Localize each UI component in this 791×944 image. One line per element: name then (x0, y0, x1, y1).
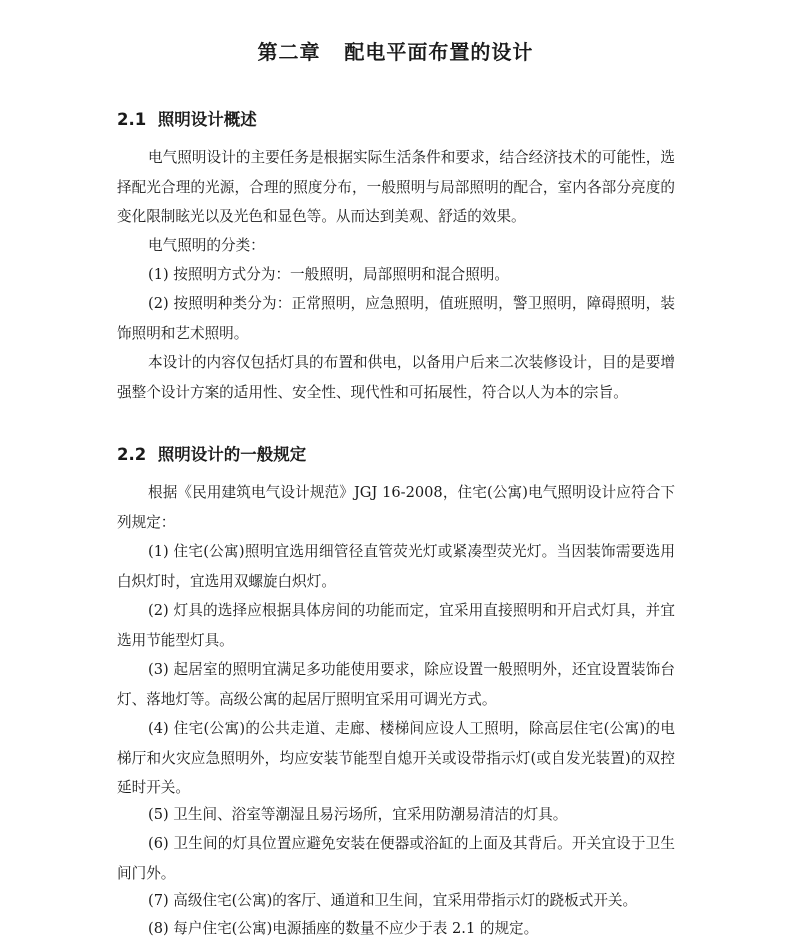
paragraph-rule-5: (5) 卫生间、浴室等潮湿且易污场所，宜采用防潮易清洁的灯具。 (148, 806, 568, 823)
section-heading-2-2: 2.2 照明设计的一般规定 (117, 445, 307, 464)
chapter-title: 第二章 配电平面布置的设计 (257, 40, 534, 64)
paragraph-rule-4: (4) 住宅(公寓)的公共走道、走廊、楼梯间应设人工照明，除高层住宅(公寓)的电梯厅和火灾应急照明外，均应安装节能型自熄开关或设带指示灯(或自发光装置)的双控延时开关。 (117, 720, 675, 796)
section-heading-2-1: 2.1 照明设计概述 (117, 110, 257, 129)
paragraph-classification-2: (2) 按照明种类分为：正常照明，应急照明，值班照明，警卫照明，障碍照明，装饰照明和艺术照明。 (117, 295, 675, 342)
paragraph-rule-1: (1) 住宅(公寓)照明宜选用细管径直管荧光灯或紧凑型荧光灯。当因装饰需要选用白炽灯时，宜选用双螺旋白炽灯。 (117, 543, 675, 590)
paragraph-rule-6: (6) 卫生间的灯具位置应避免安装在便器或浴缸的上面及其背后。开关宜设于卫生间门外。 (117, 835, 675, 882)
paragraph-design-scope: 本设计的内容仅包括灯具的布置和供电，以备用户后来二次装修设计，目的是要增强整个设计方案的适用性、安全性、现代性和可拓展性，符合以人为本的宗旨。 (117, 354, 675, 401)
paragraph-classification-intro: 电气照明的分类： (148, 237, 265, 254)
paragraph-rule-2: (2) 灯具的选择应根据具体房间的功能而定，宜采用直接照明和开启式灯具，并宜选用节能型灯具。 (117, 602, 675, 649)
paragraph-rule-8: (8) 每户住宅(公寓)电源插座的数量不应少于表 2.1 的规定。 (148, 920, 539, 937)
paragraph-overview: 电气照明设计的主要任务是根据实际生活条件和要求，结合经济技术的可能性，选择配光合理的光源，合理的照度分布，一般照明与局部照明的配合，室内各部分亮度的变化限制眩光以及光色和显色等。从而达到美观、舒适的效果。 (117, 149, 675, 225)
paragraph-rule-3: (3) 起居室的照明宜满足多功能使用要求，除应设置一般照明外，还宜设置装饰台灯、落地灯等。高级公寓的起居厅照明宜采用可调光方式。 (117, 661, 675, 708)
paragraph-regulation-intro: 根据《民用建筑电气设计规范》JGJ 16-2008，住宅(公寓)电气照明设计应符合下列规定： (117, 484, 675, 531)
paragraph-rule-7: (7) 高级住宅(公寓)的客厅、通道和卫生间，宜采用带指示灯的跷板式开关。 (148, 892, 638, 909)
paragraph-classification-1: (1) 按照明方式分为：一般照明，局部照明和混合照明。 (148, 266, 509, 283)
